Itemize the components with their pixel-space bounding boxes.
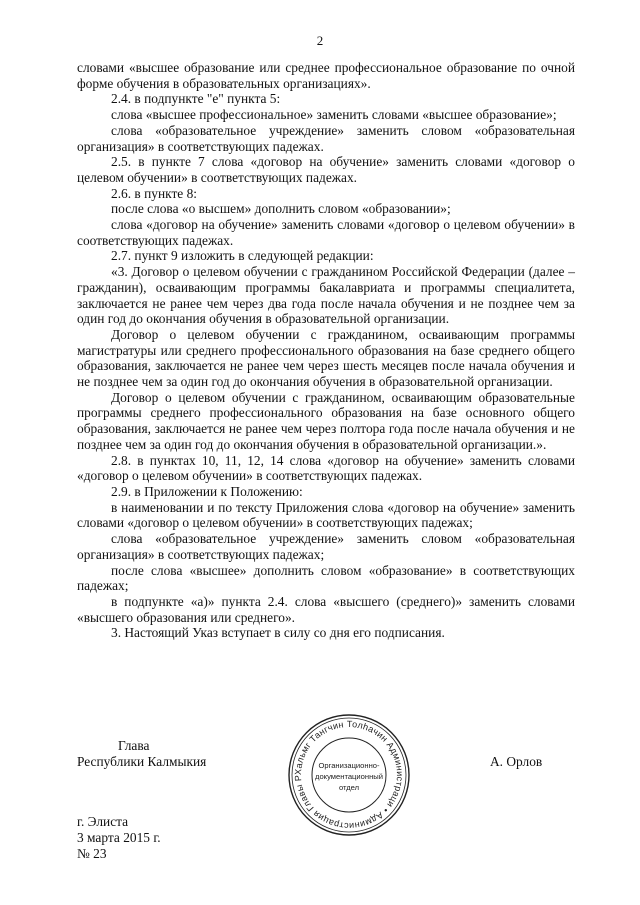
official-seal [287, 713, 411, 837]
date: 3 марта 2015 г. [77, 830, 161, 845]
place: г. Элиста [77, 814, 129, 829]
paragraph: 2.4. в подпункте "е" пункта 5: [111, 91, 281, 107]
signatory-title-line1: Глава [118, 738, 150, 753]
paragraph: 3. Настоящий Указ вступает в силу со дня его подписания. [111, 625, 445, 641]
paragraph: 2.5. в пункте 7 слова «договор на обучение» заменить словами «договор о целевом обучении» в соответствующих падежах. [77, 154, 575, 185]
paragraph: словами «высшее образование или среднее профессиональное образование по очной форме обучения в образовательных организациях». [77, 60, 575, 91]
paragraph: в наименовании и по тексту Приложения слова «договор на обучение» заменить словами «договор о целевом обучении» в соответствующих падежах; [77, 499, 575, 531]
decree-body [77, 60, 575, 641]
paragraph: 2.7. пункт 9 изложить в следующей редакции: [111, 248, 374, 264]
paragraph: 2.6. в пункте 8: [111, 185, 198, 201]
svg-text:документационный: документационный [315, 772, 383, 781]
paragraph: слова «образовательное учреждение» заменить словом «образовательная организация» в соответствующих падежах; [77, 531, 575, 562]
signatory-name: А. Орлов [490, 754, 543, 769]
svg-text:отдел: отдел [338, 783, 360, 792]
paragraph: Договор о целевом обучении с гражданином, осваивающим программы магистратуры или среднего профессионального образования на базе среднего общего образования, заключается не ранее чем через шесть месяцев после начала обучения и не позднее чем за один год до окончания обучения в образовательной организации. [77, 326, 575, 390]
decree-number: № 23 [77, 846, 107, 861]
paragraph: Договор о целевом обучении с гражданином, осваивающим образовательные программы среднего профессионального образования на базе основного общего образования, заключается не ранее чем через полтора года после начала обучения и не позднее чем за один год до окончания обучения в образовательной организации.». [77, 389, 575, 452]
paragraph: 2.8. в пунктах 10, 11, 12, 14 слова «договор на обучение» заменить словами «договор о целевом обучении» в соответствующих падежах. [77, 452, 575, 484]
paragraph: в подпункте «а)» пункта 2.4. слова «высшего (среднего)» заменить словами «высшего образования или среднего». [77, 593, 575, 625]
stamp-ring-text: Хальмг Тангчин Толһачин Администраци • Администрация Главы Р [292, 718, 406, 832]
paragraph: слова «договор на обучение» заменить словами «договор о целевом обучении» в соответствующих падежах. [77, 217, 575, 248]
paragraph: после слова «высшее» дополнить словом «образование» в соответствующих падежах; [77, 562, 575, 594]
paragraph: 2.9. в Приложении к Положению: [111, 483, 303, 499]
svg-text:Организационно-: Организационно- [318, 761, 380, 770]
paragraph: слова «образовательное учреждение» заменить словом «образовательная организация» в соответствующих падежах. [77, 122, 575, 154]
paragraph: «3. Договор о целевом обучении с гражданином Российской Федерации (далее – гражданин), осваивающим программы бакалавриата и программы специалитета, заключается не ранее чем через два года после начала обучения и не позднее чем за один год до окончания обучения в образовательной организации. [77, 264, 575, 327]
page-number: 2 [316, 33, 324, 48]
paragraph: после слова «о высшем» дополнить словом «образовании»; [111, 201, 451, 217]
signatory-title-line2: Республики Калмыкия [77, 754, 207, 769]
paragraph: слова «высшее профессиональное» заменить словами «высшее образование»; [111, 107, 557, 123]
